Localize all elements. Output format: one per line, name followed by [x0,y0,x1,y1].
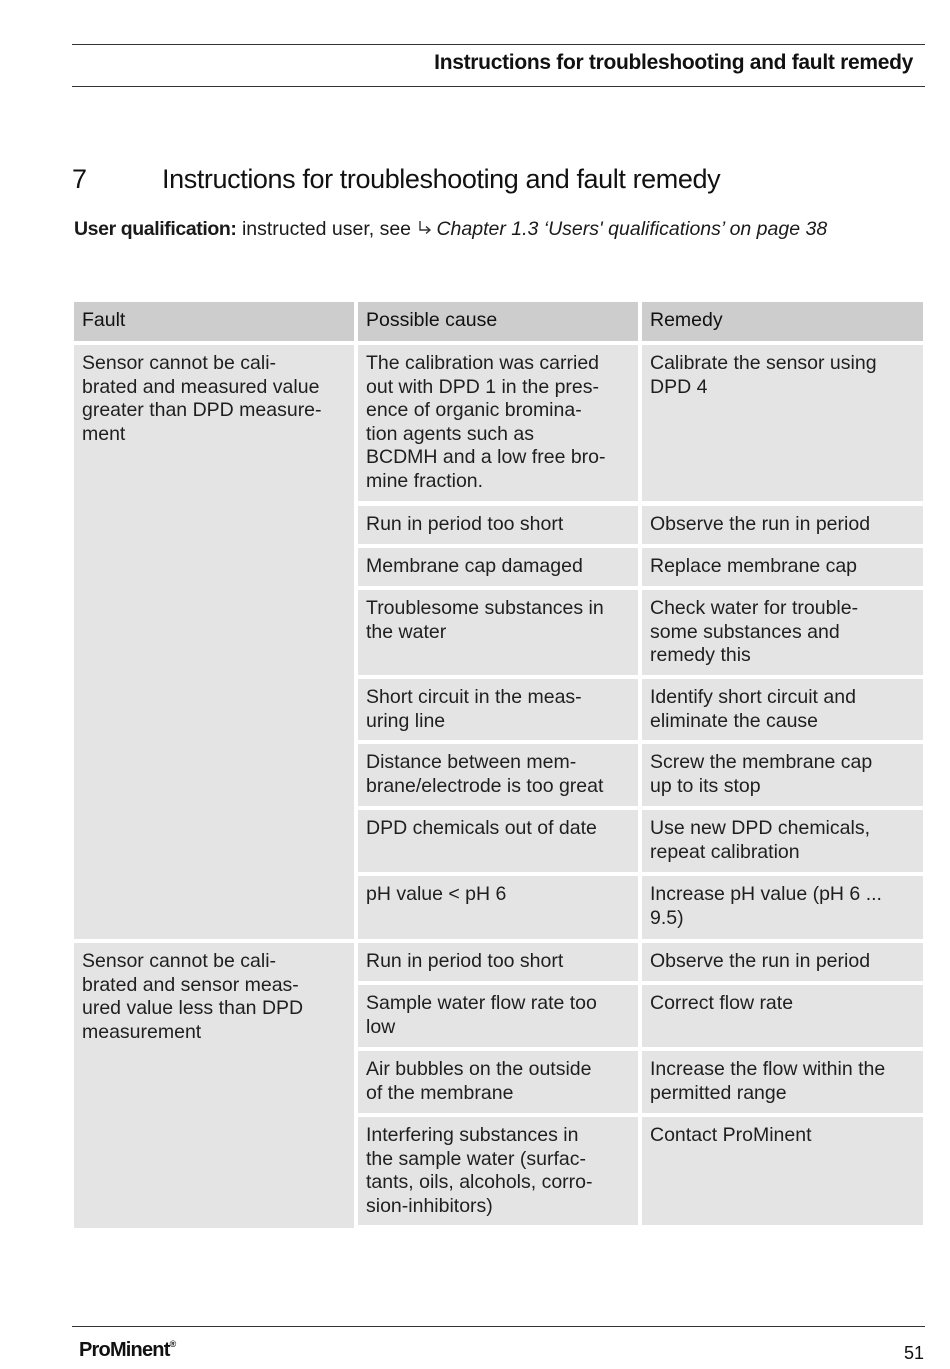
cause-cell: Short circuit in the meas- uring line [358,679,638,740]
fault-cell: Sensor cannot be cali- brated and measured value greater than DPD measure- ment [74,345,354,939]
cause-cell: Membrane cap damaged [358,548,638,586]
remedy-cell: Increase the flow within the permitted range [642,1051,923,1113]
cause-cell: Interfering substances in the sample water (surfac- tants, oils, alcohols, corro- sion-inhibitors) [358,1117,638,1225]
remedy-cell: Contact ProMinent [642,1117,923,1225]
page-number: 51 [903,1343,924,1363]
cause-cell: Run in period too short [358,943,638,981]
cause-cell: DPD chemicals out of date [358,810,638,872]
header-rule [72,86,925,87]
remedy-cell: Identify short circuit and eliminate the cause [642,679,923,740]
remedy-cell: Check water for trouble- some substances and remedy this [642,590,923,675]
remedy-cell: Observe the run in period [642,506,923,544]
remedy-cell: Calibrate the sensor using DPD 4 [642,345,923,501]
cause-cell: Distance between mem- brane/electrode is too great [358,744,638,806]
fault-cell: Sensor cannot be cali- brated and sensor meas- ured value less than DPD measurement [74,943,354,1228]
registered-mark: ® [169,1339,177,1349]
brand-name: ProMinent [79,1339,170,1361]
remedy-cell: Use new DPD chemicals, repeat calibration [642,810,923,872]
remedy-cell: Correct flow rate [642,985,923,1047]
chapter-reference-link[interactable]: Chapter 1.3 ‘Users' qualifications’ on page 38 [436,218,828,240]
running-header: Instructions for troubleshooting and fault remedy [434,51,913,74]
remedy-cell: Screw the membrane cap up to its stop [642,744,923,806]
remedy-cell: Replace membrane cap [642,548,923,586]
cause-cell: Air bubbles on the outside of the membrane [358,1051,638,1113]
column-header-fault: Fault [74,302,354,341]
prominent-logo [79,1339,176,1362]
qualification-label: User qualification: [74,218,237,240]
arrow-reference-icon [416,219,434,237]
qualification-text: instructed user, see [241,218,412,240]
cause-cell: The calibration was carried out with DPD 1 in the pres- ence of organic bromina- tion agents such as BCDMH and a low free bro- mine fraction. [358,345,638,501]
column-header-possible-cause: Possible cause [358,302,638,341]
cause-cell: Troublesome substances in the water [358,590,638,675]
chapter-title: Instructions for troubleshooting and fault remedy [162,164,721,194]
remedy-cell: Increase pH value (pH 6 ... 9.5) [642,876,923,939]
chapter-number: 7 [72,164,88,194]
footer-rule [72,1326,925,1327]
cause-cell: Sample water flow rate too low [358,985,638,1047]
top-rule [72,44,925,45]
column-header-remedy: Remedy [642,302,923,341]
cause-cell: pH value < pH 6 [358,876,638,939]
cause-cell: Run in period too short [358,506,638,544]
user-qualification [74,218,827,241]
remedy-cell: Observe the run in period [642,943,923,981]
